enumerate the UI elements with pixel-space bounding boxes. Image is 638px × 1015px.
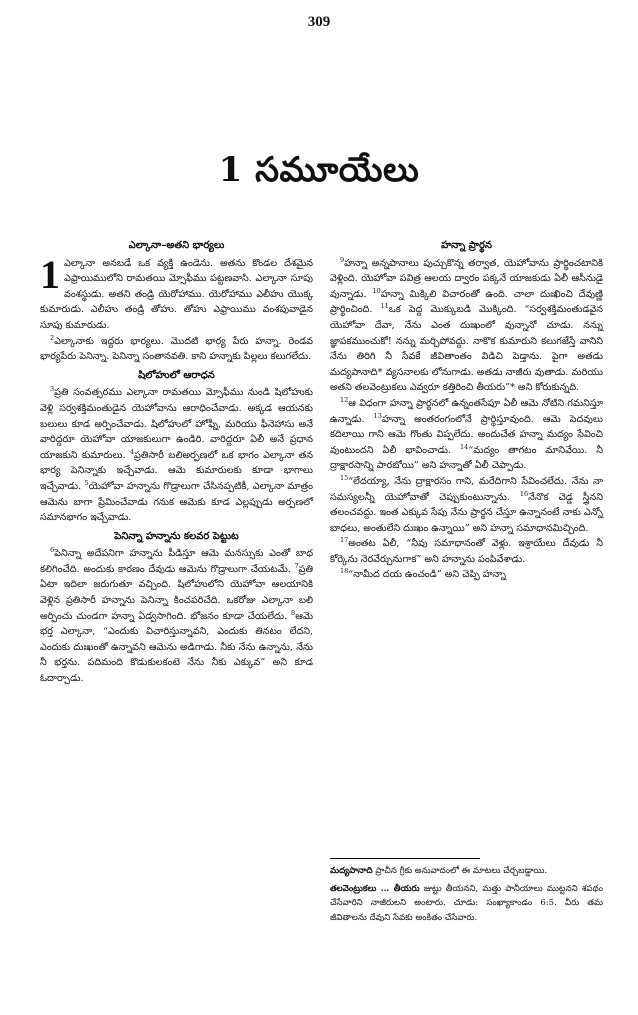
footnote-divider — [330, 858, 480, 859]
paragraph — [330, 256, 603, 396]
page-number: 309 — [307, 14, 331, 30]
verse-number: 17 — [340, 536, 349, 545]
verse-text: అంతట ఏలీ, “నీవు సమాధానంతో వెళ్లు. ఇశ్రాయేలు దేవుడు నీ కోర్కెను నెరవేర్చునుగాక” అని హన్నాను పంపివేశాడు. — [330, 538, 603, 565]
verse-text: ప్రతి ఏటా ఇదిలా జరుగుతూ వచ్చింది. షిలోహులోని యెహోవా ఆలయానికి వెళ్లిన ప్రతిసారీ హన్నాను పెనిన్నా కించపరిచేది. ఒకరోజు ఎల్కానా బలి అర్పించు చుండగా హన్నా ఏడ్వసాగింది. భోజనం కూడా చేయలేదు. — [40, 563, 313, 622]
verse-number: 5 — [84, 478, 89, 487]
verse-text: హన్నా అంతరంగంలోనే ప్రార్థిస్తూవుంది. ఆమె పెదవులు కదిలాయి గాని ఆమె గొంతు విప్పలేదు. అందుచేత హన్నా మద్యం సేవించి వుంటుందని ఏలీ భావించాడు. — [330, 413, 603, 456]
verse-number: 13 — [373, 411, 382, 420]
footnote-text: జుట్టు తీయనని, మత్తు పానీయాలు ముట్టనని శపథం చేసేవారిని నాజీరులని అంటారు. చూడు: సంఖ్యాకాండం 6:5. వీరు తమ జీవితాలను దేవుని సేవకు అంకితం చేసేవారు. — [330, 884, 603, 923]
verse-text: “లేదయ్యా, నేను ద్రాక్షారసం గాని, మరేదిగాని సేవించలేదు. నేను నా సమస్యలన్నీ యెహోవాతో చెప్పుకుంటున్నాను. — [330, 475, 603, 503]
verse-number: 16 — [519, 489, 529, 498]
footnote-term: మద్యపానాది — [330, 866, 373, 876]
verse-text: హన్నా అన్నపానాలు పుచ్చుకొన్న తర్వాత, యెహోవాను ప్రార్థించటానికి వెళ్లింది. యెహోవా పవిత్ర ఆలయ ద్వారం పక్కనే యాజకుడు ఏలీ ఆసీనుడై వున్నాడు. — [330, 257, 603, 300]
paragraph — [40, 334, 313, 365]
verse-number: 14 — [460, 442, 469, 451]
verse-text: నేనొక చెడ్డ స్త్రీనని తలంచవద్దు. ఇంత ఎక్కువ సేపు నేను ప్రార్థన చేస్తూ ఉన్నానంటే నాకు ఎన్నో బాధలు, అంతులేని దుఃఖం ఉన్నాయి” అని హన్నా సమాధానమిచ్చింది. — [330, 491, 603, 534]
verse-text: “నామీద దయ ఉంచండి” అని చెప్పి హన్నా — [348, 569, 506, 581]
verse-text: ప్రతిసారీ బలిఅర్పణలో ఒక భాగం ఎల్కానా తన భార్య పెనిన్నాకు ఇచ్చేవాడు. ఆమె కుమారులకు కూడా భాగాలు ఇచ్చేవాడు. — [40, 449, 313, 492]
paragraph — [330, 536, 603, 567]
footnote — [330, 882, 603, 925]
chapter-number: 1 — [40, 251, 60, 297]
verse-text: ఆమె భర్త ఎల్కానా, “ఎందుకు విచారిస్తున్నావని, ఎందుకు తినటం లేదని, ఎందుకు దుఃఖంతో ఉన్నావని ఆమెను అడిగాడు. నీకు నేను ఉన్నాను, నేను నీ భర్తను. పదిమంది కొడుకులకంటె నేను నీకు ఎక్కువ” అని కూడ ఓదార్చాడు. — [40, 610, 313, 685]
verse-text: “మద్యం తాగటం మానివేయి. నీ ద్రాక్షారసాన్ని పారబోయి” అని హన్నాతో ఏలీ చెప్పాడు. — [330, 444, 604, 472]
left-column — [40, 235, 313, 687]
paragraph — [40, 251, 313, 334]
paragraph — [330, 474, 603, 536]
footnotes — [330, 864, 603, 929]
verse-text: పెనిన్నా అదేపనిగా హన్నాను పీడిస్తూ ఆమె మనస్సుకు ఎంతో బాధ కలిగించేది. అందుకు కారణం దేవుడు ఆమెను గొడ్రాలుగా చేయటమే. — [40, 548, 313, 575]
footnote — [330, 864, 603, 878]
section-heading: ఎల్కానా–అతని భార్యలు — [128, 240, 225, 251]
verse-number: 4 — [129, 447, 135, 456]
verse-number: 6 — [50, 546, 55, 555]
verse-number: 7 — [294, 561, 299, 570]
verse-number: 8 — [291, 608, 296, 617]
section-heading: షిలోహులో ఆరాధన — [138, 369, 215, 381]
verse-text: ప్రతి సంవత్సరము ఎల్కానా రామతయి మ్సోఫీము నుండి షిలోహుకు వెళ్లి సర్వశక్తిమంతుడైన యెహోవాను ఆరాధించేవాడు. అక్కడ ఆయనకు బలులు కూడ అర్పించేవాడు. షిలోహులో హోఫ్నీ, మరియు ఫీనెహాసు అనే వారిద్దరూ యెహోవా యాజకులుగా ఉండిరి. వారిద్దరూ ఏలీ అనే ప్రధాన యాజకుని కుమారులు. — [40, 387, 313, 461]
footnote-text: ప్రాచీన గ్రీకు అనువాదంలో ఈ మాటలు చేర్చబడ్డాయి. — [375, 866, 548, 876]
verse-number: 2 — [50, 333, 55, 342]
verse-text: ఎల్కానా అనబడే ఒక వ్యక్తి ఉండెను. అతను కొండల దేశమైన ఎఫ్రాయిములోని రామతయి మ్సోఫీము పట్టణవాసి. ఎల్కానా సూపు వంశస్థుడు. అతని తండ్రి యెరోహాము. యెరోహాము ఎలీహు యొక్క కుమారుడు. ఎలీహు తండ్రి తోహు. తోహు ఎఫ్రాయిము వంశపువాడైన సూపు కుమారుడు. — [40, 257, 313, 331]
paragraph — [330, 396, 603, 474]
verse-number: 15 — [340, 473, 349, 482]
verse-text: ఒక పెద్ద మొక్కుబడి మొక్కింది. “సర్వశక్తిమంతుడవైన యెహోవా దేవా, నేను ఎంత దుఃఖంలో వున్నానో చూడు. నన్ను జ్ఞాపకముంచుకో! నన్ను మర్చిపోవద్దు. నాకొక కుమారుని కలుగజేస్తే వానిని నేను తిరిగి నీ సేవకే జీవితాంతం విడిచి పెడ్తాను. పైగా అతడు మద్యపానాది* వ్యసనాలకు లోనుగాడు. అతడు నాజీరు వుతాడు. మరియు అతని తలవెంట్రుకలు ఎవ్వరూ కత్తిరించి తీయరు”* అని కోరుకున్నది. — [330, 304, 603, 394]
verse-number: 9 — [340, 255, 345, 264]
right-column — [330, 235, 603, 583]
paragraph — [40, 546, 313, 686]
verse-number: 11 — [380, 302, 389, 311]
verse-number: 12 — [340, 395, 349, 404]
paragraph — [40, 385, 313, 525]
footnote-term: తలవెంట్రుకలు … తీయరు — [330, 884, 420, 895]
verse-number: 3 — [50, 385, 55, 394]
book-title: 1 సమూయేలు — [218, 150, 420, 190]
verse-number: 18 — [340, 567, 349, 576]
section-heading: హన్నా ప్రార్థన — [441, 240, 492, 251]
paragraph — [330, 567, 603, 583]
section-heading: పెనిన్నా హన్నాను కలవర పెట్టుట — [114, 530, 239, 542]
verse-text: యెహోవా హన్నాను గొడ్రాలుగా చేసినప్పటికీ, ఎల్కానా మాత్రం ఆమెను బాగా ప్రేమించేవాడు గనుక ఆమెకు కూడ ఎల్లప్పుడు అర్పణలో సమానభాగం ఇచ్చేవాడు. — [40, 480, 313, 524]
verse-text: ఆ విధంగా హన్నా ప్రార్థనలో ఉన్నంతసేపూ ఏలీ ఆమె నోటిని గమనిస్తూ ఉన్నాడు. — [330, 397, 603, 425]
verse-number: 10 — [372, 286, 381, 295]
verse-text: ఎల్కానాకు ఇద్దరు భార్యలు. మొదటి భార్య పేరు హన్నా. రెండవ భార్యపేరు పెనిన్నా. పెనిన్నా సంతానవతి. కాని హన్నాకు పిల్లలు కలుగలేదు. — [40, 335, 313, 363]
verse-text: హన్నా మిక్కిలి విచారంతో ఉంది. చాలా దుఃఖించి దేవుణ్ణి ప్రార్థించింది. — [330, 288, 603, 316]
